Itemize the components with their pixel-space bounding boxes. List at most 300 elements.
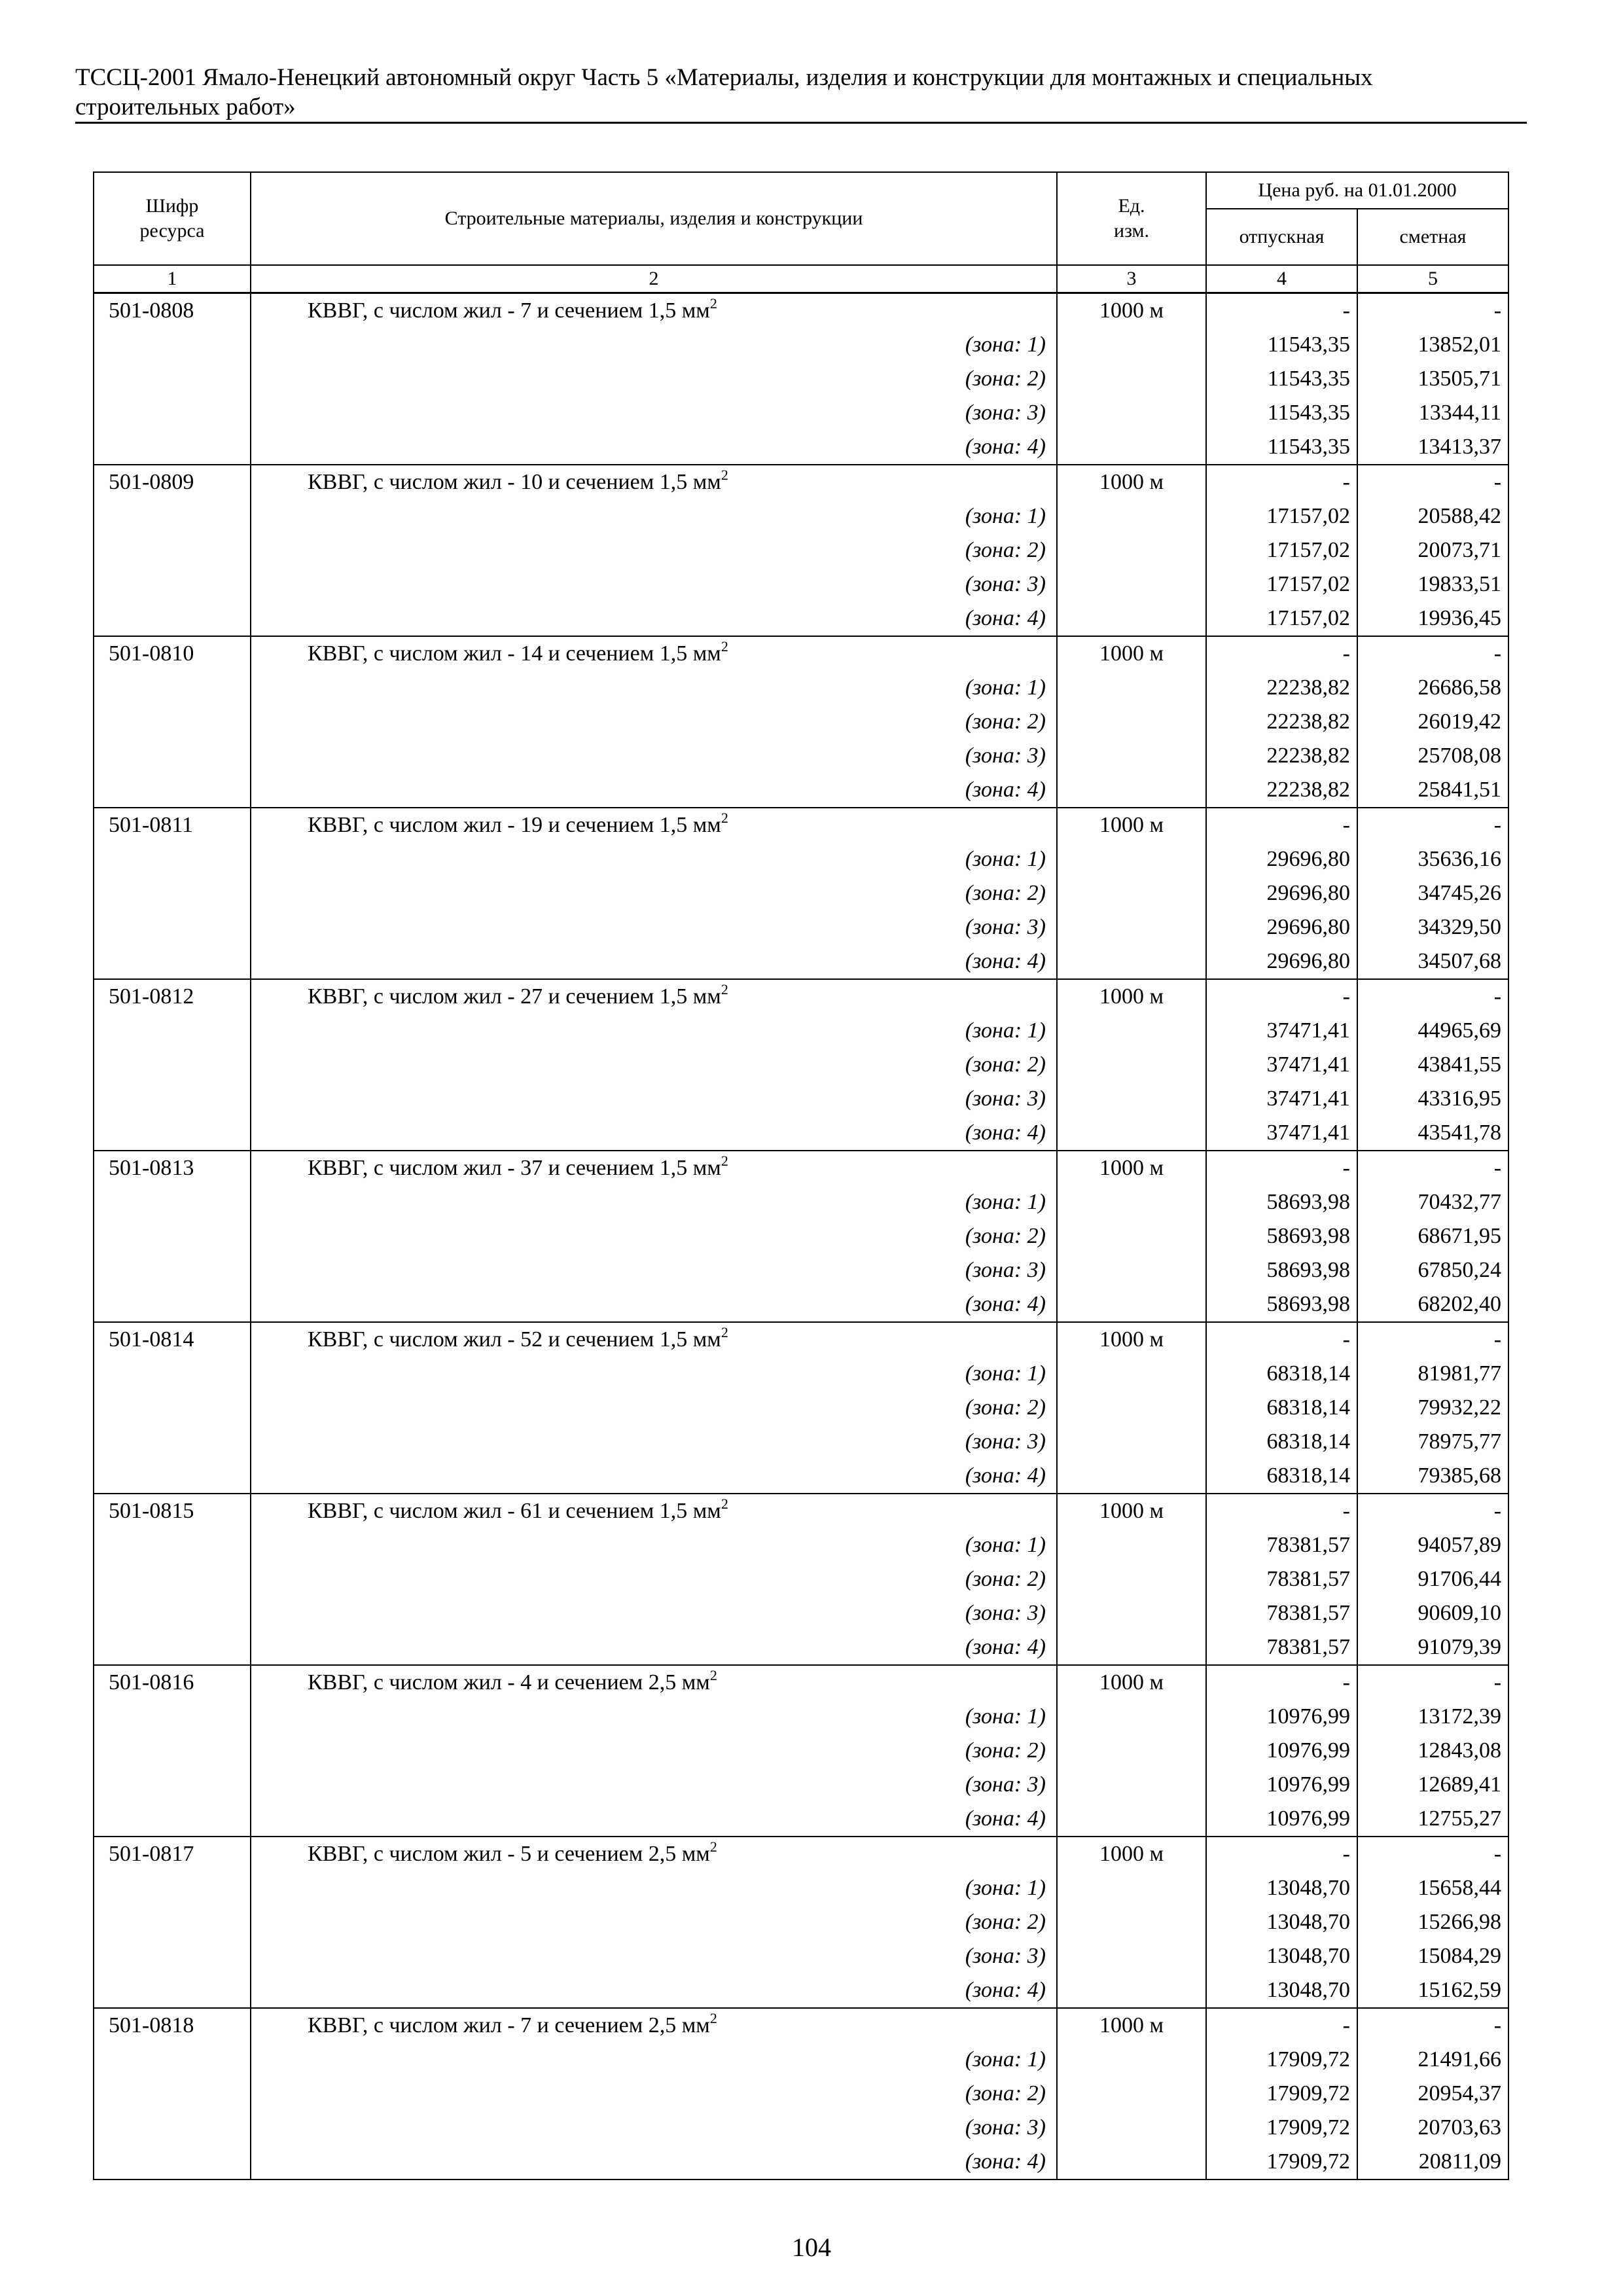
code-empty bbox=[94, 1425, 251, 1459]
column-header-estimate-price: сметная bbox=[1357, 209, 1508, 265]
unit-empty bbox=[1057, 1459, 1206, 1494]
superscript-two: 2 bbox=[721, 1153, 728, 1169]
zone-label: (зона: 4) bbox=[251, 2145, 1057, 2179]
estimate-price: 13852,01 bbox=[1357, 328, 1508, 362]
estimate-price: 91706,44 bbox=[1357, 1562, 1508, 1596]
column-number: 1 bbox=[94, 265, 251, 293]
zone-label: (зона: 1) bbox=[251, 1185, 1057, 1219]
unit-empty bbox=[1057, 499, 1206, 533]
estimate-price: 21491,66 bbox=[1357, 2043, 1508, 2077]
unit-empty bbox=[1057, 876, 1206, 910]
material-name-text: КВВГ, с числом жил - 19 и сечением 1,5 мм bbox=[308, 813, 721, 837]
code-empty bbox=[94, 1734, 251, 1768]
estimate-price: 12755,27 bbox=[1357, 1802, 1508, 1837]
estimate-price: 34507,68 bbox=[1357, 944, 1508, 979]
zone-label: (зона: 1) bbox=[251, 2043, 1057, 2077]
unit-empty bbox=[1057, 601, 1206, 636]
zone-row bbox=[94, 362, 1508, 396]
code-empty bbox=[94, 910, 251, 944]
zone-row bbox=[94, 2111, 1508, 2145]
header-line-1: ТССЦ-2001 Ямало-Ненецкий автономный округ Часть 5 «Материалы, изделия и конструкции для монтажных и специальных bbox=[75, 64, 1373, 91]
code-empty bbox=[94, 671, 251, 705]
code-empty bbox=[94, 1185, 251, 1219]
release-price: 29696,80 bbox=[1206, 842, 1357, 876]
code-empty bbox=[94, 1357, 251, 1391]
release-price: 11543,35 bbox=[1206, 328, 1357, 362]
estimate-price: 20703,63 bbox=[1357, 2111, 1508, 2145]
table-row bbox=[94, 465, 1508, 499]
estimate-price: 81981,77 bbox=[1357, 1357, 1508, 1391]
zone-row bbox=[94, 430, 1508, 465]
unit-of-measure: 1000 м bbox=[1057, 979, 1206, 1014]
zone-row bbox=[94, 876, 1508, 910]
release-price: - bbox=[1206, 2008, 1357, 2043]
estimate-price: 94057,89 bbox=[1357, 1528, 1508, 1562]
release-price: - bbox=[1206, 465, 1357, 499]
zone-row bbox=[94, 601, 1508, 636]
zone-row bbox=[94, 2145, 1508, 2179]
code-empty bbox=[94, 567, 251, 601]
header-divider bbox=[75, 122, 1527, 124]
release-price: 58693,98 bbox=[1206, 1287, 1357, 1322]
zone-row bbox=[94, 1219, 1508, 1253]
zone-row bbox=[94, 1082, 1508, 1116]
code-empty bbox=[94, 499, 251, 533]
release-price: 17909,72 bbox=[1206, 2111, 1357, 2145]
table-row bbox=[94, 1665, 1508, 1700]
column-number: 2 bbox=[251, 265, 1057, 293]
unit-of-measure: 1000 м bbox=[1057, 636, 1206, 671]
zone-row bbox=[94, 910, 1508, 944]
release-price: 22238,82 bbox=[1206, 739, 1357, 773]
zone-row bbox=[94, 842, 1508, 876]
price-table bbox=[93, 171, 1509, 2180]
zone-label: (зона: 4) bbox=[251, 1630, 1057, 1665]
zone-label: (зона: 3) bbox=[251, 1596, 1057, 1630]
code-empty bbox=[94, 1973, 251, 2008]
unit-empty bbox=[1057, 1082, 1206, 1116]
code-empty bbox=[94, 362, 251, 396]
code-empty bbox=[94, 1871, 251, 1905]
release-price: 17157,02 bbox=[1206, 533, 1357, 567]
unit-empty bbox=[1057, 1219, 1206, 1253]
release-price: 37471,41 bbox=[1206, 1116, 1357, 1151]
zone-label: (зона: 2) bbox=[251, 1391, 1057, 1425]
code-empty bbox=[94, 1630, 251, 1665]
release-price: - bbox=[1206, 1494, 1357, 1528]
unit-empty bbox=[1057, 773, 1206, 808]
estimate-price: 78975,77 bbox=[1357, 1425, 1508, 1459]
zone-row bbox=[94, 1391, 1508, 1425]
release-price: 10976,99 bbox=[1206, 1768, 1357, 1802]
estimate-price: - bbox=[1357, 2008, 1508, 2043]
release-price: - bbox=[1206, 1151, 1357, 1185]
resource-code: 501-0808 bbox=[94, 293, 251, 329]
estimate-price: 70432,77 bbox=[1357, 1185, 1508, 1219]
release-price: 17157,02 bbox=[1206, 567, 1357, 601]
zone-label: (зона: 3) bbox=[251, 1082, 1057, 1116]
code-empty bbox=[94, 1528, 251, 1562]
column-header-unit: Ед. изм. bbox=[1057, 172, 1206, 265]
code-empty bbox=[94, 1802, 251, 1837]
estimate-price: 13172,39 bbox=[1357, 1700, 1508, 1734]
column-header-name: Строительные материалы, изделия и конструкции bbox=[251, 172, 1057, 265]
zone-label: (зона: 4) bbox=[251, 773, 1057, 808]
release-price: 17157,02 bbox=[1206, 499, 1357, 533]
zone-label: (зона: 1) bbox=[251, 1871, 1057, 1905]
estimate-price: 15162,59 bbox=[1357, 1973, 1508, 2008]
zone-label: (зона: 4) bbox=[251, 1802, 1057, 1837]
estimate-price: 25708,08 bbox=[1357, 739, 1508, 773]
estimate-price: - bbox=[1357, 1837, 1508, 1871]
zone-label: (зона: 4) bbox=[251, 1287, 1057, 1322]
code-empty bbox=[94, 1700, 251, 1734]
code-empty bbox=[94, 1014, 251, 1048]
code-empty bbox=[94, 1287, 251, 1322]
zone-row bbox=[94, 944, 1508, 979]
code-empty bbox=[94, 876, 251, 910]
zone-label: (зона: 4) bbox=[251, 1116, 1057, 1151]
code-empty bbox=[94, 2145, 251, 2179]
column-number: 5 bbox=[1357, 265, 1508, 293]
release-price: 13048,70 bbox=[1206, 1973, 1357, 2008]
code-empty bbox=[94, 1596, 251, 1630]
release-price: 29696,80 bbox=[1206, 910, 1357, 944]
estimate-price: 20588,42 bbox=[1357, 499, 1508, 533]
release-price: - bbox=[1206, 1665, 1357, 1700]
code-empty bbox=[94, 1459, 251, 1494]
code-empty bbox=[94, 2043, 251, 2077]
material-name bbox=[251, 1322, 1057, 1357]
unit-empty bbox=[1057, 362, 1206, 396]
resource-code: 501-0816 bbox=[94, 1665, 251, 1700]
code-empty bbox=[94, 705, 251, 739]
estimate-price: 13505,71 bbox=[1357, 362, 1508, 396]
zone-label: (зона: 3) bbox=[251, 396, 1057, 430]
zone-row bbox=[94, 1596, 1508, 1630]
zone-label: (зона: 3) bbox=[251, 2111, 1057, 2145]
zone-row bbox=[94, 1253, 1508, 1287]
unit-empty bbox=[1057, 567, 1206, 601]
material-name-text: КВВГ, с числом жил - 4 и сечением 2,5 мм bbox=[308, 1670, 710, 1695]
unit-empty bbox=[1057, 944, 1206, 979]
code-empty bbox=[94, 533, 251, 567]
code-empty bbox=[94, 1253, 251, 1287]
zone-label: (зона: 3) bbox=[251, 1939, 1057, 1973]
zone-label: (зона: 4) bbox=[251, 430, 1057, 465]
estimate-price: 90609,10 bbox=[1357, 1596, 1508, 1630]
unit-empty bbox=[1057, 739, 1206, 773]
unit-empty bbox=[1057, 1528, 1206, 1562]
zone-row bbox=[94, 1768, 1508, 1802]
estimate-price: - bbox=[1357, 1665, 1508, 1700]
zone-row bbox=[94, 1562, 1508, 1596]
release-price: 22238,82 bbox=[1206, 705, 1357, 739]
unit-of-measure: 1000 м bbox=[1057, 1665, 1206, 1700]
release-price: - bbox=[1206, 636, 1357, 671]
zone-row bbox=[94, 739, 1508, 773]
zone-row bbox=[94, 2043, 1508, 2077]
zone-row bbox=[94, 1116, 1508, 1151]
table-row bbox=[94, 1322, 1508, 1357]
release-price: - bbox=[1206, 808, 1357, 842]
zone-label: (зона: 3) bbox=[251, 1768, 1057, 1802]
estimate-price: - bbox=[1357, 1151, 1508, 1185]
release-price: 78381,57 bbox=[1206, 1528, 1357, 1562]
zone-row bbox=[94, 1871, 1508, 1905]
release-price: - bbox=[1206, 979, 1357, 1014]
code-empty bbox=[94, 1048, 251, 1082]
unit-empty bbox=[1057, 2145, 1206, 2179]
estimate-price: 15084,29 bbox=[1357, 1939, 1508, 1973]
unit-empty bbox=[1057, 1802, 1206, 1837]
estimate-price: 19936,45 bbox=[1357, 601, 1508, 636]
material-name-text: КВВГ, с числом жил - 52 и сечением 1,5 мм bbox=[308, 1327, 721, 1352]
estimate-price: - bbox=[1357, 1322, 1508, 1357]
resource-code: 501-0815 bbox=[94, 1494, 251, 1528]
code-empty bbox=[94, 396, 251, 430]
release-price: 11543,35 bbox=[1206, 396, 1357, 430]
material-name bbox=[251, 465, 1057, 499]
estimate-price: - bbox=[1357, 293, 1508, 329]
zone-row bbox=[94, 567, 1508, 601]
material-name-text: КВВГ, с числом жил - 5 и сечением 2,5 мм bbox=[308, 1842, 710, 1866]
estimate-price: - bbox=[1357, 636, 1508, 671]
estimate-price: 15266,98 bbox=[1357, 1905, 1508, 1939]
code-empty bbox=[94, 739, 251, 773]
zone-label: (зона: 1) bbox=[251, 671, 1057, 705]
column-header-code: Шифр ресурса bbox=[94, 172, 251, 265]
release-price: 29696,80 bbox=[1206, 944, 1357, 979]
unit-empty bbox=[1057, 1973, 1206, 2008]
estimate-price: 26019,42 bbox=[1357, 705, 1508, 739]
zone-label: (зона: 3) bbox=[251, 910, 1057, 944]
release-price: 11543,35 bbox=[1206, 430, 1357, 465]
column-header-price: Цена руб. на 01.01.2000 bbox=[1206, 172, 1508, 209]
zone-row bbox=[94, 1630, 1508, 1665]
release-price: - bbox=[1206, 1322, 1357, 1357]
unit-empty bbox=[1057, 1596, 1206, 1630]
release-price: 68318,14 bbox=[1206, 1425, 1357, 1459]
unit-empty bbox=[1057, 2077, 1206, 2111]
zone-label: (зона: 2) bbox=[251, 362, 1057, 396]
release-price: 13048,70 bbox=[1206, 1871, 1357, 1905]
material-name-text: КВВГ, с числом жил - 7 и сечением 2,5 мм bbox=[308, 2013, 710, 2037]
material-name bbox=[251, 808, 1057, 842]
zone-label: (зона: 2) bbox=[251, 705, 1057, 739]
unit-empty bbox=[1057, 1939, 1206, 1973]
zone-row bbox=[94, 1425, 1508, 1459]
table-body bbox=[94, 293, 1508, 2180]
table-row bbox=[94, 2008, 1508, 2043]
material-name bbox=[251, 636, 1057, 671]
table-row bbox=[94, 1494, 1508, 1528]
release-price: - bbox=[1206, 293, 1357, 329]
unit-empty bbox=[1057, 705, 1206, 739]
code-empty bbox=[94, 1562, 251, 1596]
material-name bbox=[251, 1151, 1057, 1185]
unit-empty bbox=[1057, 1871, 1206, 1905]
unit-empty bbox=[1057, 1700, 1206, 1734]
estimate-price: 43541,78 bbox=[1357, 1116, 1508, 1151]
material-name bbox=[251, 1837, 1057, 1871]
release-price: 10976,99 bbox=[1206, 1700, 1357, 1734]
estimate-price: 13344,11 bbox=[1357, 396, 1508, 430]
release-price: 10976,99 bbox=[1206, 1802, 1357, 1837]
unit-empty bbox=[1057, 1425, 1206, 1459]
estimate-price: - bbox=[1357, 1494, 1508, 1528]
code-empty bbox=[94, 2111, 251, 2145]
release-price: 58693,98 bbox=[1206, 1253, 1357, 1287]
release-price: 37471,41 bbox=[1206, 1014, 1357, 1048]
table-row bbox=[94, 1151, 1508, 1185]
zone-row bbox=[94, 1939, 1508, 1973]
code-empty bbox=[94, 944, 251, 979]
unit-empty bbox=[1057, 910, 1206, 944]
material-name bbox=[251, 1665, 1057, 1700]
zone-label: (зона: 2) bbox=[251, 533, 1057, 567]
zone-label: (зона: 4) bbox=[251, 1973, 1057, 2008]
superscript-two: 2 bbox=[709, 295, 717, 312]
material-name-text: КВВГ, с числом жил - 7 и сечением 1,5 мм bbox=[308, 298, 710, 323]
estimate-price: 79385,68 bbox=[1357, 1459, 1508, 1494]
release-price: 68318,14 bbox=[1206, 1391, 1357, 1425]
zone-label: (зона: 1) bbox=[251, 1700, 1057, 1734]
release-price: 22238,82 bbox=[1206, 773, 1357, 808]
estimate-price: 13413,37 bbox=[1357, 430, 1508, 465]
unit-of-measure: 1000 м bbox=[1057, 1322, 1206, 1357]
unit-empty bbox=[1057, 1048, 1206, 1082]
unit-empty bbox=[1057, 1630, 1206, 1665]
zone-row bbox=[94, 1048, 1508, 1082]
release-price: 78381,57 bbox=[1206, 1562, 1357, 1596]
resource-code: 501-0813 bbox=[94, 1151, 251, 1185]
estimate-price: - bbox=[1357, 808, 1508, 842]
unit-empty bbox=[1057, 1562, 1206, 1596]
estimate-price: 19833,51 bbox=[1357, 567, 1508, 601]
zone-label: (зона: 2) bbox=[251, 1562, 1057, 1596]
superscript-two: 2 bbox=[721, 467, 728, 483]
material-name-text: КВВГ, с числом жил - 61 и сечением 1,5 мм bbox=[308, 1499, 721, 1523]
estimate-price: 26686,58 bbox=[1357, 671, 1508, 705]
unit-empty bbox=[1057, 1185, 1206, 1219]
zone-label: (зона: 1) bbox=[251, 499, 1057, 533]
release-price: 29696,80 bbox=[1206, 876, 1357, 910]
resource-code: 501-0812 bbox=[94, 979, 251, 1014]
zone-label: (зона: 1) bbox=[251, 328, 1057, 362]
release-price: 17909,72 bbox=[1206, 2077, 1357, 2111]
release-price: 78381,57 bbox=[1206, 1630, 1357, 1665]
estimate-price: 43841,55 bbox=[1357, 1048, 1508, 1082]
material-name bbox=[251, 1494, 1057, 1528]
unit-empty bbox=[1057, 328, 1206, 362]
unit-of-measure: 1000 м bbox=[1057, 808, 1206, 842]
zone-row bbox=[94, 1014, 1508, 1048]
unit-empty bbox=[1057, 430, 1206, 465]
release-price: 58693,98 bbox=[1206, 1219, 1357, 1253]
resource-code: 501-0818 bbox=[94, 2008, 251, 2043]
material-name bbox=[251, 2008, 1057, 2043]
zone-row bbox=[94, 1802, 1508, 1837]
unit-empty bbox=[1057, 1391, 1206, 1425]
estimate-price: 91079,39 bbox=[1357, 1630, 1508, 1665]
release-price: 37471,41 bbox=[1206, 1048, 1357, 1082]
estimate-price: 68202,40 bbox=[1357, 1287, 1508, 1322]
unit-empty bbox=[1057, 1287, 1206, 1322]
estimate-price: 20073,71 bbox=[1357, 533, 1508, 567]
release-price: 58693,98 bbox=[1206, 1185, 1357, 1219]
material-name-text: КВВГ, с числом жил - 37 и сечением 1,5 мм bbox=[308, 1156, 721, 1180]
material-name-text: КВВГ, с числом жил - 14 и сечением 1,5 мм bbox=[308, 641, 721, 666]
code-empty bbox=[94, 842, 251, 876]
superscript-two: 2 bbox=[709, 2010, 717, 2026]
zone-label: (зона: 2) bbox=[251, 1905, 1057, 1939]
estimate-price: - bbox=[1357, 979, 1508, 1014]
table-row bbox=[94, 636, 1508, 671]
zone-row bbox=[94, 1973, 1508, 2008]
estimate-price: 12843,08 bbox=[1357, 1734, 1508, 1768]
zone-label: (зона: 2) bbox=[251, 2077, 1057, 2111]
estimate-price: 68671,95 bbox=[1357, 1219, 1508, 1253]
estimate-price: - bbox=[1357, 465, 1508, 499]
zone-row bbox=[94, 1734, 1508, 1768]
unit-of-measure: 1000 м bbox=[1057, 1494, 1206, 1528]
code-empty bbox=[94, 1219, 251, 1253]
estimate-price: 15658,44 bbox=[1357, 1871, 1508, 1905]
release-price: 37471,41 bbox=[1206, 1082, 1357, 1116]
unit-empty bbox=[1057, 1253, 1206, 1287]
resource-code: 501-0814 bbox=[94, 1322, 251, 1357]
release-price: 22238,82 bbox=[1206, 671, 1357, 705]
unit-empty bbox=[1057, 671, 1206, 705]
zone-label: (зона: 3) bbox=[251, 1253, 1057, 1287]
unit-empty bbox=[1057, 1768, 1206, 1802]
code-empty bbox=[94, 1939, 251, 1973]
zone-label: (зона: 2) bbox=[251, 1048, 1057, 1082]
release-price: 11543,35 bbox=[1206, 362, 1357, 396]
unit-empty bbox=[1057, 533, 1206, 567]
superscript-two: 2 bbox=[709, 1667, 717, 1683]
unit-empty bbox=[1057, 2111, 1206, 2145]
zone-row bbox=[94, 2077, 1508, 2111]
zone-row bbox=[94, 328, 1508, 362]
code-empty bbox=[94, 1116, 251, 1151]
release-price: 17909,72 bbox=[1206, 2043, 1357, 2077]
zone-label: (зона: 3) bbox=[251, 739, 1057, 773]
superscript-two: 2 bbox=[721, 810, 728, 826]
code-empty bbox=[94, 328, 251, 362]
estimate-price: 34745,26 bbox=[1357, 876, 1508, 910]
code-empty bbox=[94, 773, 251, 808]
table-row bbox=[94, 808, 1508, 842]
zone-label: (зона: 1) bbox=[251, 1528, 1057, 1562]
zone-row bbox=[94, 1185, 1508, 1219]
resource-code: 501-0809 bbox=[94, 465, 251, 499]
unit-empty bbox=[1057, 1734, 1206, 1768]
zone-label: (зона: 4) bbox=[251, 601, 1057, 636]
superscript-two: 2 bbox=[709, 1839, 717, 1855]
zone-label: (зона: 1) bbox=[251, 1357, 1057, 1391]
zone-row bbox=[94, 1357, 1508, 1391]
zone-label: (зона: 1) bbox=[251, 842, 1057, 876]
page-number: 104 bbox=[792, 2233, 831, 2262]
zone-label: (зона: 2) bbox=[251, 1734, 1057, 1768]
unit-of-measure: 1000 м bbox=[1057, 293, 1206, 329]
document-header bbox=[75, 63, 1525, 122]
zone-label: (зона: 1) bbox=[251, 1014, 1057, 1048]
resource-code: 501-0817 bbox=[94, 1837, 251, 1871]
estimate-price: 12689,41 bbox=[1357, 1768, 1508, 1802]
